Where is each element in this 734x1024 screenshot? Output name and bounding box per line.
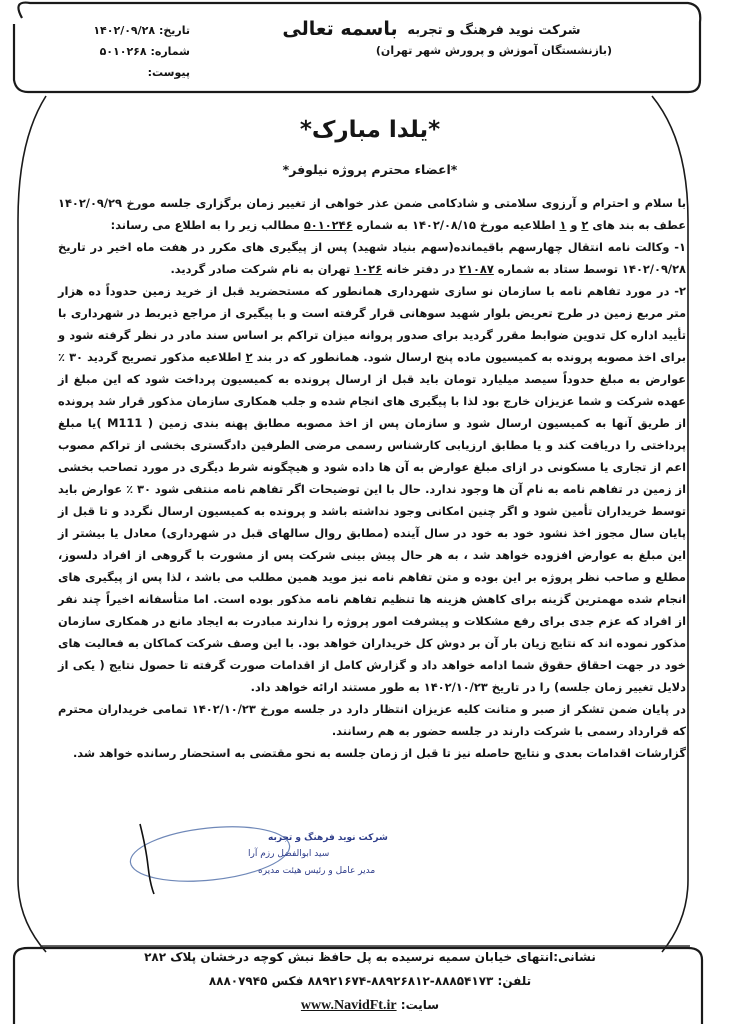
item-1-ref: ۲۱۰۸۷ — [459, 262, 494, 276]
item-2-paragraph — [58, 280, 686, 698]
greeting-title: *یلدا مبارک* — [299, 117, 441, 143]
address-row — [40, 945, 700, 969]
frame-left-curve — [18, 96, 46, 952]
item-2-text: ۲- در مورد تفاهم نامه با سازمان نو سازی شهرداری همانطور که مستحضرید قبل از خرید زمین حدوداً ده هزار متر مربع زمین در طرح تعریض بلوار شهید سوهانی قرار گرفته است و با پیگیری از مراجع ذیربط در شهرداری با تأیید اداره کل تدوین ضوابط مقرر گردید برای صدور پروانه میزان تراکم بر اساس سند مادر در نظر گرفته شود و برای اخذ مصوبه پرونده به کمیسیون ماده پنج ارسال شود. همانطور که در بند — [58, 284, 686, 364]
date-row — [70, 20, 190, 41]
attachment-label: پیوست: — [147, 66, 190, 79]
fax-value: ۸۸۸۰۷۹۴۵ — [208, 974, 268, 988]
date-label: تاریخ: — [158, 24, 190, 37]
company-name: شرکت نوید فرهنگ و تجربه — [407, 23, 581, 38]
attachment-row — [70, 62, 190, 83]
signature-stamp — [118, 818, 388, 896]
item-2-ref: ۲ — [245, 350, 253, 364]
letter-meta — [70, 20, 190, 83]
intro-ref-a: ۲ — [581, 218, 589, 232]
intro-text: اطلاعیه مورخ ۱۴۰۲/۰۸/۱۵ به شماره — [352, 218, 560, 232]
letter-body — [58, 192, 686, 764]
page-title: باسمه تعالی — [282, 18, 398, 40]
footer-contact — [40, 945, 700, 1018]
intro-ref-number: ۵۰۱۰۲۴۶ — [303, 218, 353, 232]
closing-paragraph: در پایان ضمن تشکر از صبر و متانت کلیه عزیزان انتظار دارد در جلسه مورخ ۱۴۰۲/۱۰/۲۳ تمامی خریداران محترم که قرارداد رسمی با شرکت دارند در جلسه حضور به هم رسانند. — [58, 702, 686, 738]
company-subtitle: (بازنشستگان آموزش و پرورش شهر تهران) — [375, 44, 613, 57]
site-row — [40, 993, 700, 1018]
greeting-subtitle: *اعضاء محترم پروژه نیلوفر* — [282, 162, 458, 177]
signature-stroke — [140, 824, 154, 894]
intro-paragraph — [58, 192, 686, 236]
item-1-text: تهران به نام شرکت صادر گردید. — [170, 262, 355, 276]
stamp-line-2: سید ابوالفضل رزم آرا — [248, 849, 330, 859]
item-1-office: ۱۰۲۶ — [354, 262, 383, 276]
stamp-line-1: شرکت نوید فرهنگ و تجربه — [268, 833, 388, 843]
item-1-text: ۱- وکالت نامه انتقال چهارسهم باقیمانده(سهم بنیاد شهید) پس از پیگیری های مکرر در هفت ماه اخیر در تاریخ ۱۴۰۲/۰۹/۲۸ توسط ستاد به شماره — [58, 240, 686, 276]
number-value: ۵۰۱۰۲۶۸ — [99, 45, 147, 58]
number-label: شماره: — [150, 45, 190, 58]
site-link[interactable]: www.NavidFt.ir — [300, 998, 397, 1013]
address-label: نشانی: — [553, 950, 596, 964]
item-1-paragraph — [58, 236, 686, 280]
intro-text: مطالب زیر را به اطلاع می رساند: — [110, 218, 304, 232]
item-1-text: در دفتر خانه — [382, 262, 460, 276]
closing-note: گزارشات اقدامات بعدی و نتایج حاصله نیز تا قبل از زمان جلسه به نحو مقتضی به استحضار رسانده خواهد شد. — [72, 746, 686, 760]
number-row — [70, 41, 190, 62]
phone-label: تلفن: — [497, 974, 532, 988]
phone-values: ۸۸۸۵۴۱۷۳-۸۸۹۲۶۸۱۲-۸۸۹۲۱۶۷۴ — [307, 974, 494, 988]
intro-ref-b: ۱ — [559, 218, 567, 232]
address-value: انتهای خیابان سمیه نرسیده به پل حافظ نبش کوچه درخشان پلاک ۲۸۲ — [144, 950, 554, 964]
intro-text: و — [566, 218, 582, 232]
phone-row — [40, 969, 700, 993]
item-2-text: اطلاعیه مذکور تصریح گردید ۳۰ ٪ عوارض به مبلغ حدوداً سیصد میلیارد تومان باید قبل از ارسال پرونده به کمیسیون پرداخت شود که این مبلغ از عهده شرکت و شما عزیزان خارج بود لذا با پیگیری های انجام شده و جلب همکاری سازمان مذکور قرار شد پرونده از طریق آنها به کمیسیون ارسال شود و سازمان پس از اخذ مصوبه مطابق پهنه بندی زمین ( M111 )یا مبلغ پرداختی را دریافت کند و یا مطابق ارزیابی کارشناس رسمی مرضی الطرفین دادگستری بخشی از تراکم مصوب اعم از تجاری یا مسکونی در ازای مبلغ عوارض به آن ها داده شود و هیچگونه شرط دیگری در مورد تصاحب بخشی از زمین در تفاهم نامه به نام آن ها وجود ندارد. حال با این توضیحات اگر تفاهم نامه منتفی شود ۳۰ ٪ عوارض باید توسط خریداران تأمین شود و اگر چنین امکانی وجود نداشته باشد و پرونده به کمیسیون ارسال نگردد و تا قبل از پایان سال مجوز اخذ نشود خود به خود در سال آینده (مطابق روال سالهای قبل در شهرداری) معادل یا بیشتر از این مبلغ به عوارض افزوده خواهد شد ، به هر حال پیش بینی شرکت پس از مشورت با گروهی از افراد دلسوز، مطلع و صاحب نظر پروژه بر این بوده و متن تفاهم نامه نیز موید همین مطلب می باشد ، لذا پس از پیگیری های انجام شده مهمترین گزینه برای کاهش هزینه ها تنظیم تفاهم نامه مذکور بوده است. اما متأسفانه اخیراً چند نفر از افراد که عزم جدی برای رفع مشکلات و پیشرفت امور پروژه را ندارند مبادرت به ایجاد مانع در همکاری سازمان مذکور نموده اند که نتایج زیان بار آن بر دوش کل خریداران خواهد بود. با این وصف شرکت کماکان به فعالیت های خود در جهت احقاق حقوق شما ادامه خواهد داد و گزارش کامل از اقدامات صورت گرفته تا حصول نتایج ( یکی از دلایل تغییر زمان جلسه) را در تاریخ ۱۴۰۲/۱۰/۲۳ به طور مستند ارائه خواهد داد. — [58, 350, 687, 694]
stamp-line-3: مدیر عامل و رئیس هیئت مدیره — [258, 866, 376, 876]
site-label: سایت: — [400, 998, 440, 1012]
date-value: ۱۴۰۲/۰۹/۲۸ — [93, 24, 156, 37]
fax-label: فکس — [271, 974, 304, 988]
intro-text: با سلام و احترام و آرزوی سلامتی و شادکامی ضمن عذر خواهی از تغییر زمان برگزاری جلسه مورخ ۱۴۰۲/۰۹/۲۹ عطف به بند های — [58, 196, 686, 232]
